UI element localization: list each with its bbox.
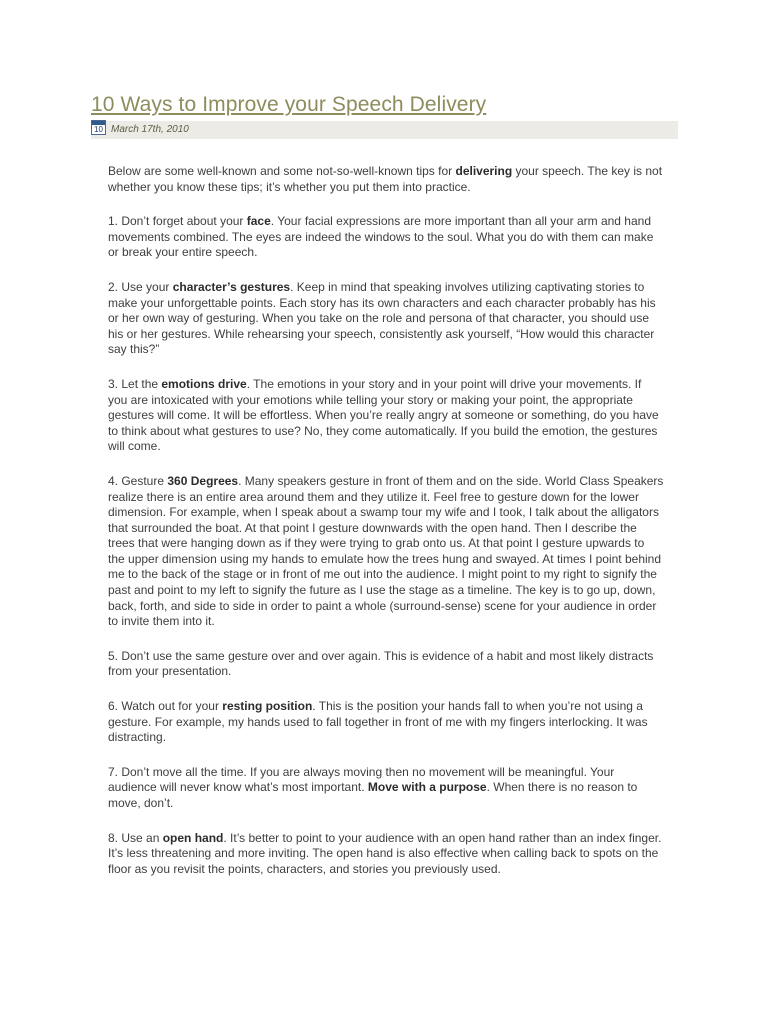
emphasis-text: emotions drive	[161, 376, 247, 391]
paragraph-text: . When there is no reason to move, don’t.	[108, 780, 638, 810]
paragraph-text: your speech. The key is not whether you know these tips; it’s whether you put them into practice.	[108, 164, 663, 194]
tip-paragraph-2	[108, 280, 664, 358]
emphasis-text: resting position	[222, 699, 313, 714]
paragraph-text: 7. Don’t move all the time. If you are always moving then no movement will be meaningful. Your audience will never know what’s most important.	[108, 764, 615, 795]
paragraph-text: 2. Use your	[108, 279, 173, 294]
paragraph-text: 1. Don’t forget about your	[108, 214, 247, 229]
paragraph-text: . It’s better to point to your audience with an open hand rather than an index finger. It’s less threatening and more inviting. The open hand is also effective when calling back to spots on the floor as you revisit the points, characters, and stories you previously used.	[108, 830, 662, 876]
paragraph-text: 8. Use an	[108, 830, 163, 845]
calendar-icon	[91, 120, 106, 135]
paragraph-text: 3. Let the	[108, 376, 162, 391]
paragraph-text: Below are some well-known and some not-so-well-known tips for	[108, 164, 456, 178]
post-date: March 17th, 2010	[111, 124, 189, 135]
tip-paragraph-1	[108, 214, 664, 261]
emphasis-text: open hand	[162, 830, 224, 845]
post-date-bar	[91, 121, 678, 139]
paragraph-text: . Keep in mind that speaking involves utilizing captivating stories to make your unforgettable points. Each story has its own characters and each character probably has his or her own way of gesturing. When you take on the role and persona of that character, you should use his or her gestures. While rehearsing your speech, consistently ask yourself, “How would this character say this?”	[108, 279, 656, 357]
emphasis-text: 360 Degrees	[167, 473, 239, 488]
paragraph-text: . The emotions in your story and in your point will drive your movements. If you are intoxicated with your emotions while telling your story or making your point, the appropriate gestures will come. It will be effortless. When you’re really angry at someone or something, do you have to think about what gestures to use? No, they come automatically. If you build the emotion, the gestures will come.	[108, 376, 659, 454]
paragraph-text: . Your facial expressions are more important than all your arm and hand movements combined. The eyes are indeed the windows to the soul. What you do with them can make or break your entire speech.	[108, 214, 654, 260]
emphasis-text: character’s gestures	[172, 279, 291, 294]
emphasis-text: Move with a purpose	[367, 780, 487, 795]
paragraph-text: . This is the position your hands fall to when you’re not using a gesture. For example, my hands used to fall together in front of me with my fingers interlocking. It was distracting.	[108, 699, 648, 745]
article-title[interactable]: 10 Ways to Improve your Speech Delivery	[91, 93, 487, 116]
tip-paragraph-7	[108, 765, 664, 812]
tip-paragraph-6	[108, 699, 664, 746]
tip-paragraph-8	[108, 831, 664, 878]
paragraph-text: . Many speakers gesture in front of them and on the side. World Class Speakers realize there is an entire area around them and they utilize it. Feel free to gesture down for the lower dimension. For example, when I speak about a swamp tour my wife and I took, I talk about the alligators that surrounded the boat. At that point I gesture downwards with the open hand. Then I describe the trees that were hanging down as if they were trying to grab onto us. At that point I gesture upwards to the upper dimension using my hands to emulate how the trees hung and swayed. At times I point behind me to the back of the stage or in front of me out into the audience. I might point to my right to signify the past and point to my left to signify the future as I use the stage as a timeline. The key is to go up, down, back, forth, and side to side in order to paint a whole (surround-sense) scene for your audience in order to invite them into it.	[108, 473, 664, 629]
emphasis-text: delivering	[455, 164, 513, 178]
intro-paragraph	[108, 164, 664, 195]
emphasis-text: face	[246, 214, 271, 229]
paragraph-text: 4. Gesture	[108, 473, 168, 488]
paragraph-text: 6. Watch out for your	[108, 699, 223, 714]
tip-paragraph-5	[108, 649, 664, 680]
tip-paragraph-3	[108, 377, 664, 455]
tip-paragraph-4	[108, 474, 664, 630]
paragraph-text: 5. Don’t use the same gesture over and over again. This is evidence of a habit and most likely distracts from your presentation.	[108, 648, 654, 679]
calendar-day: 10	[94, 125, 103, 134]
article-body	[108, 164, 664, 896]
